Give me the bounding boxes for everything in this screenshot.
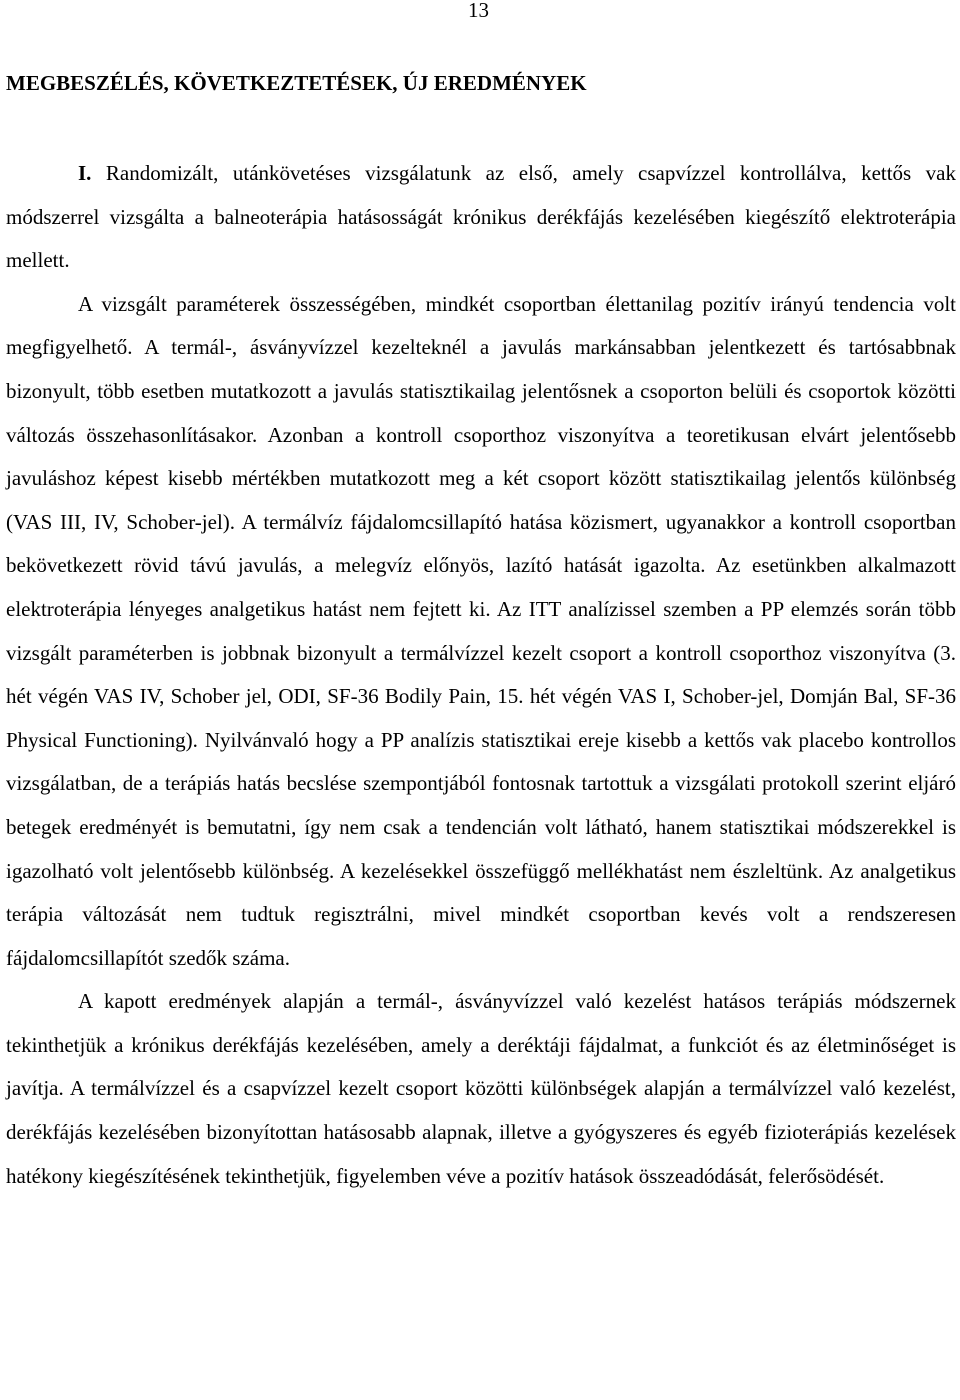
roman-numeral: I.	[78, 161, 92, 185]
body-text	[6, 152, 956, 1198]
paragraph-1	[6, 152, 956, 283]
paragraph-1-text: Randomizált, utánkövetéses vizsgálatunk az első, amely csapvízzel kontrollálva, kettős vak módszerrel vizsgálta a balneoterápia hatásosságát krónikus derékfájás kezelésében kiegészítő elektroterápia mellett.	[6, 161, 956, 273]
paragraph-2: A vizsgált paraméterek összességében, mindkét csoportban élettanilag pozitív irányú tendencia volt megfigyelhető. A termál-, ásványvízzel kezelteknél a javulás markánsabban jelentkezett és tartósabbnak bizonyult, több esetben mutatkozott a javulás statisztikailag jelentősnek a csoporton belüli és csoportok közötti változás összehasonlításakor. Azonban a kontroll csoporthoz viszonyítva a teoretikusan elvárt jelentősebb javuláshoz képest kisebb mértékben mutatkozott meg a két csoport között statisztikailag jelentős különbség (VAS III, IV, Schober-jel). A termálvíz fájdalomcsillapító hatása közismert, ugyanakkor a kontroll csoportban bekövetkezett rövid távú javulás, a melegvíz előnyös, lazító hatását igazolta. Az esetünkben alkalmazott elektroterápia lényeges analgetikus hatást nem fejtett ki. Az ITT analízissel szemben a PP elemzés során több vizsgált paraméterben is jobbnak bizonyult a termálvízzel kezelt csoport a kontroll csoporthoz viszonyítva (3. hét végén VAS IV, Schober jel, ODI, SF-36 Bodily Pain, 15. hét végén VAS I, Schober-jel, Domján Bal, SF-36 Physical Functioning). Nyilvánvaló hogy a PP analízis statisztikai ereje kisebb a kettős vak placebo kontrollos vizsgálatban, de a terápiás hatás becslése szempontjából fontosnak tartottuk a vizsgálati protokoll szerint eljáró betegek eredményét is bemutatni, így nem csak a tendencián volt látható, hanem statisztikai módszerekkel is igazolható volt jelentősebb különbség. A kezelésekkel összefüggő mellékhatást nem észleltünk. Az analgetikus terápia változását nem tudtuk regisztrálni, mivel mindkét csoportban kevés volt a rendszeresen fájdalomcsillapítót szedők száma.	[6, 291, 956, 970]
section-heading: MEGBESZÉLÉS, KÖVETKEZTETÉSEK, ÚJ EREDMÉNYEK	[6, 71, 587, 95]
paragraph-3: A kapott eredmények alapján a termál-, ásványvízzel való kezelést hatásos terápiás módszernek tekinthetjük a krónikus derékfájás kezelésében, amely a deréktáji fájdalmat, a funkciót és az életminőséget is javítja. A termálvízzel és a csapvízzel kezelt csoport közötti különbségek alapján a termálvízzel való kezelést, derékfájás kezelésében bizonyítottan hatásosabb alapnak, illetve a gyógyszeres és egyéb fizioterápiás kezelések hatékony kiegészítésének tekinthetjük, figyelemben véve a pozitív hatások összeadódását, felerősödését.	[6, 989, 956, 1188]
page-number: 13	[468, 0, 489, 22]
